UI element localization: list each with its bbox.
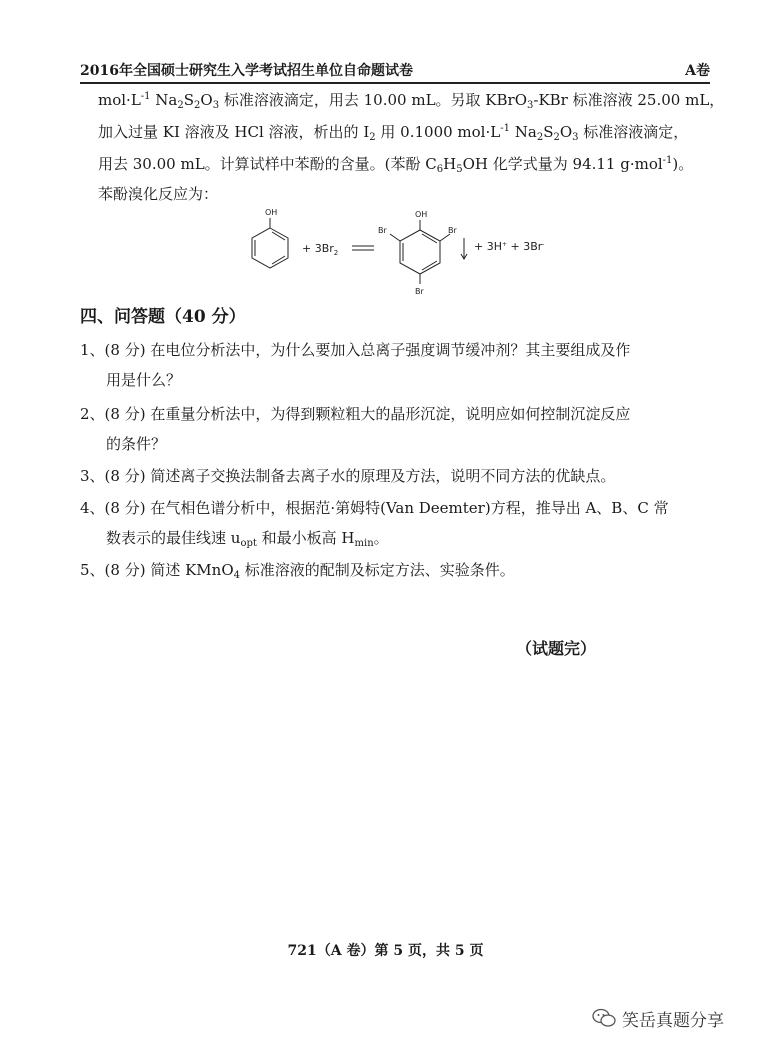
- problem-line-4: 苯酚溴化反应为：: [98, 185, 219, 203]
- header-paper-version: A卷: [685, 63, 710, 79]
- problem-line-1: $mol\cdot L^{-1}$ $Na_2S_2O_3$ 标准溶液滴定，用去 10.00 mL。另取 KBrO$_3$-KBr 标准溶液 25.00 mL，: [98, 91, 725, 111]
- question-2-line-1: 2、(8 分) 在重量分析法中，为得到颗粒粗大的晶形沉淀，说明应如何控制沉淀反应: [80, 405, 631, 423]
- header-title: 2016年全国硕士研究生入学考试招生单位自命题试卷: [80, 63, 413, 79]
- product-br-right-label: Br: [448, 226, 457, 235]
- question-3-line-1: 3、(8 分) 简述离子交换法制备去离子水的原理及方法，说明不同方法的优缺点。: [80, 467, 616, 485]
- question-2-line-2: 的条件？: [106, 435, 167, 453]
- wechat-icon: [592, 1008, 616, 1028]
- question-1-line-2: 用是什么？: [106, 371, 182, 389]
- reaction-arrow: [352, 246, 374, 250]
- watermark: [592, 1006, 762, 1030]
- product-br-bottom-label: Br: [415, 287, 424, 296]
- phenol-structure: [252, 218, 288, 268]
- end-of-exam-mark: （试题完）: [516, 639, 597, 658]
- products-label: + 3H+ + 3Br-: [474, 240, 545, 253]
- phenol-ring: [252, 228, 288, 268]
- bromination-reaction-scheme: [240, 200, 580, 300]
- reaction-svg: [240, 200, 580, 300]
- watermark-text: 笑岳真题分享: [622, 1011, 724, 1031]
- question-1-line-1: 1、(8 分) 在电位分析法中，为什么要加入总离子强度调节缓冲剂？其主要组成及作: [80, 341, 631, 359]
- question-4-line-1: 4、(8 分) 在气相色谱分析中，根据范·第姆特(Van Deemter)方程，推导出 A、B、C 常: [80, 499, 669, 517]
- section-title: 四、问答题（40 分）: [80, 307, 246, 327]
- product-br-left-label: Br: [378, 226, 387, 235]
- header-divider: [80, 82, 710, 84]
- problem-line-2: 加入过量 KI 溶液及 HCl 溶液，析出的 $I_2$ 用 0.1000 $mol\cdot L^{-1}$ $Na_2S_2O_3$ 标准溶液滴定，: [98, 123, 689, 143]
- page-header: [80, 60, 710, 80]
- phenol-oh-label: OH: [265, 208, 278, 217]
- problem-line-3: 用去 30.00 mL。计算试样中苯酚的含量。(苯酚 $C_6H_5OH$ 化学式量为 94.11 g·mol$^{-1}$)。: [98, 155, 694, 175]
- tribromophenol-structure: [390, 220, 450, 284]
- product-oh-label: OH: [415, 210, 428, 219]
- precipitate-arrow-icon: [461, 238, 467, 259]
- question-5-line-1: 5、(8 分) 简述 KMnO$_4$ 标准溶液的配制及标定方法、实验条件。: [80, 561, 515, 581]
- question-4-line-2: 数表示的最佳线速 $u_{opt}$ 和最小板高 $H_{min}$。: [106, 529, 389, 549]
- reagent-label: + $3Br_2$: [302, 242, 339, 257]
- page-footer: 721（A 卷）第 5 页，共 5 页: [287, 943, 484, 959]
- tribromophenol-ring: [400, 230, 440, 274]
